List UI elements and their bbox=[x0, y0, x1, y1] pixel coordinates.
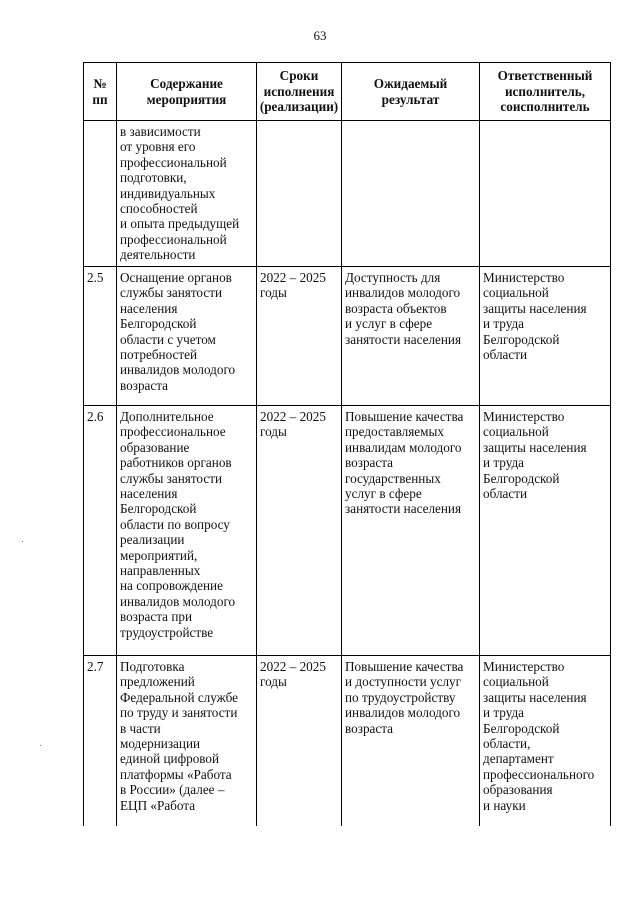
header-executor: Ответственный исполнитель, соисполнитель bbox=[480, 63, 611, 121]
row-result: Повышение качества предоставляемых инвалидам молодого возраста государственных услуг в сфере занятости населения bbox=[342, 406, 480, 656]
row-result: Доступность для инвалидов молодого возраста объектов и услуг в сфере занятости населения bbox=[342, 267, 480, 406]
header-num: № пп bbox=[84, 63, 117, 121]
header-result: Ожидаемый результат bbox=[342, 63, 480, 121]
table-header-row bbox=[84, 63, 611, 121]
row-content: в зависимости от уровня его профессиональной подготовки, индивидуальных способностей и опыта предыдущей профессиональной деятельности bbox=[117, 121, 257, 267]
row-executor bbox=[480, 121, 611, 267]
table-row bbox=[84, 121, 611, 267]
row-term bbox=[257, 121, 342, 267]
table-row bbox=[84, 656, 611, 826]
row-num: 2.6 bbox=[84, 406, 117, 656]
scan-speck bbox=[22, 541, 23, 542]
row-result: Повышение качества и доступности услуг по трудоустройству инвалидов молодого возраста bbox=[342, 656, 480, 826]
table-row bbox=[84, 406, 611, 656]
page-number: 63 bbox=[313, 28, 327, 43]
row-term: 2022 – 2025 годы bbox=[257, 267, 342, 406]
row-executor: Министерство социальной защиты населения и труда Белгородской области bbox=[480, 406, 611, 656]
row-num bbox=[84, 121, 117, 267]
row-executor: Министерство социальной защиты населения и труда Белгородской области, департамент профессионального образования и науки bbox=[480, 656, 611, 826]
row-term: 2022 – 2025 годы bbox=[257, 656, 342, 826]
row-content: Дополнительное профессиональное образование работников органов службы занятости населения Белгородской области по вопросу реализации мероприятий, направленных на сопровождение инвалидов молодого возраста при трудоустройстве bbox=[117, 406, 257, 656]
row-num: 2.7 bbox=[84, 656, 117, 826]
row-result bbox=[342, 121, 480, 267]
row-num: 2.5 bbox=[84, 267, 117, 406]
row-content: Подготовка предложений Федеральной службе по труду и занятости в части модернизации единой цифровой платформы «Работа в России» (далее – ЕЦП «Работа bbox=[117, 656, 257, 826]
row-content: Оснащение органов службы занятости населения Белгородской области с учетом потребностей инвалидов молодого возраста bbox=[117, 267, 257, 406]
header-term: Сроки исполнения (реализации) bbox=[257, 63, 342, 121]
scan-speck bbox=[40, 745, 41, 746]
header-content: Содержание мероприятия bbox=[117, 63, 257, 121]
row-term: 2022 – 2025 годы bbox=[257, 406, 342, 656]
row-executor: Министерство социальной защиты населения и труда Белгородской области bbox=[480, 267, 611, 406]
table-row bbox=[84, 267, 611, 406]
activities-table bbox=[83, 62, 611, 826]
